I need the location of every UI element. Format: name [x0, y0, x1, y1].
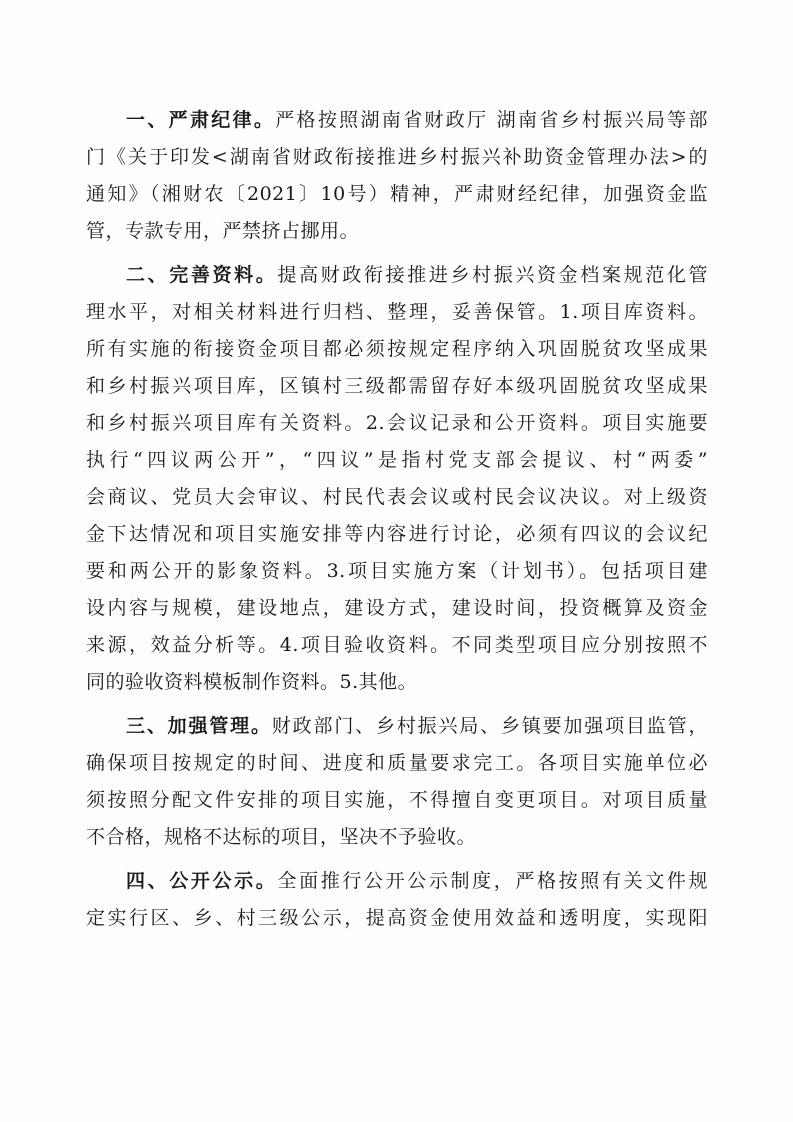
paragraph-line: 不合格，规格不达标的项目，坚决不予验收。 [86, 826, 477, 848]
paragraph-line: 须按照分配文件安排的项目实施，不得擅自变更项目。对项目质量 [86, 789, 708, 811]
paragraph-first-line [86, 102, 708, 139]
section-heading: 三、加强管理。 [126, 715, 272, 737]
section-publicity [86, 863, 708, 937]
paragraph-line: 管，专款专用，严禁挤占挪用。 [86, 220, 360, 242]
section-discipline [86, 102, 708, 250]
section-management [86, 708, 708, 856]
paragraph-line: 所有实施的衔接资金项目都必须按规定程序纳入巩固脱贫攻坚成果 [86, 338, 708, 360]
paragraph-first-line [86, 257, 708, 294]
paragraph-text: 财政部门、乡村振兴局、乡镇要加强项目监管， [271, 715, 708, 737]
paragraph-line: 定实行区、乡、村三级公示，提高资金使用效益和透明度，实现阳 [86, 907, 708, 929]
paragraph-line: 和乡村振兴项目库有关资料。2.会议记录和公开资料。项目实施要 [86, 412, 708, 434]
paragraph-text: 严格按照湖南省财政厅 湖南省乡村振兴局等部 [275, 109, 708, 131]
paragraph-text: 提高财政衔接推进乡村振兴资金档案规范化管 [277, 264, 708, 286]
section-heading: 四、公开公示。 [126, 870, 278, 892]
section-materials [86, 257, 708, 701]
paragraph-line: 设内容与规模，建设地点，建设方式，建设时间，投资概算及资金 [86, 597, 708, 619]
paragraph-line: 金下达情况和项目实施安排等内容进行讨论，必须有四议的会议纪 [86, 523, 708, 545]
paragraph-line: 通知》（湘财农〔2021〕10号）精神，严肃财经纪律，加强资金监 [86, 183, 708, 205]
paragraph-line: 和乡村振兴项目库，区镇村三级都需留存好本级巩固脱贫攻坚成果 [86, 375, 708, 397]
section-heading: 二、完善资料。 [126, 264, 278, 286]
paragraph-line: 执行“四议两公开”，“四议”是指村党支部会提议、村“两委” [86, 449, 708, 471]
paragraph-first-line [86, 708, 708, 745]
paragraph-line: 门《关于印发<湖南省财政衔接推进乡村振兴补助资金管理办法>的 [86, 146, 708, 168]
paragraph-line: 理水平，对相关材料进行归档、整理，妥善保管。1.项目库资料。 [86, 301, 708, 323]
document-body [86, 102, 708, 944]
paragraph-line: 确保项目按规定的时间、进度和质量要求完工。各项目实施单位必 [86, 752, 708, 774]
paragraph-line: 会商议、党员大会审议、村民代表会议或村民会议决议。对上级资 [86, 486, 708, 508]
paragraph-first-line [86, 863, 708, 900]
paragraph-line: 要和两公开的影象资料。3.项目实施方案（计划书）。包括项目建 [86, 560, 708, 582]
paragraph-line: 来源，效益分析等。4.项目验收资料。不同类型项目应分别按照不 [86, 634, 708, 656]
paragraph-line: 同的验收资料模板制作资料。5.其他。 [86, 671, 418, 693]
paragraph-text: 全面推行公开公示制度，严格按照有关文件规 [277, 870, 708, 892]
section-heading: 一、严肃纪律。 [126, 109, 276, 131]
